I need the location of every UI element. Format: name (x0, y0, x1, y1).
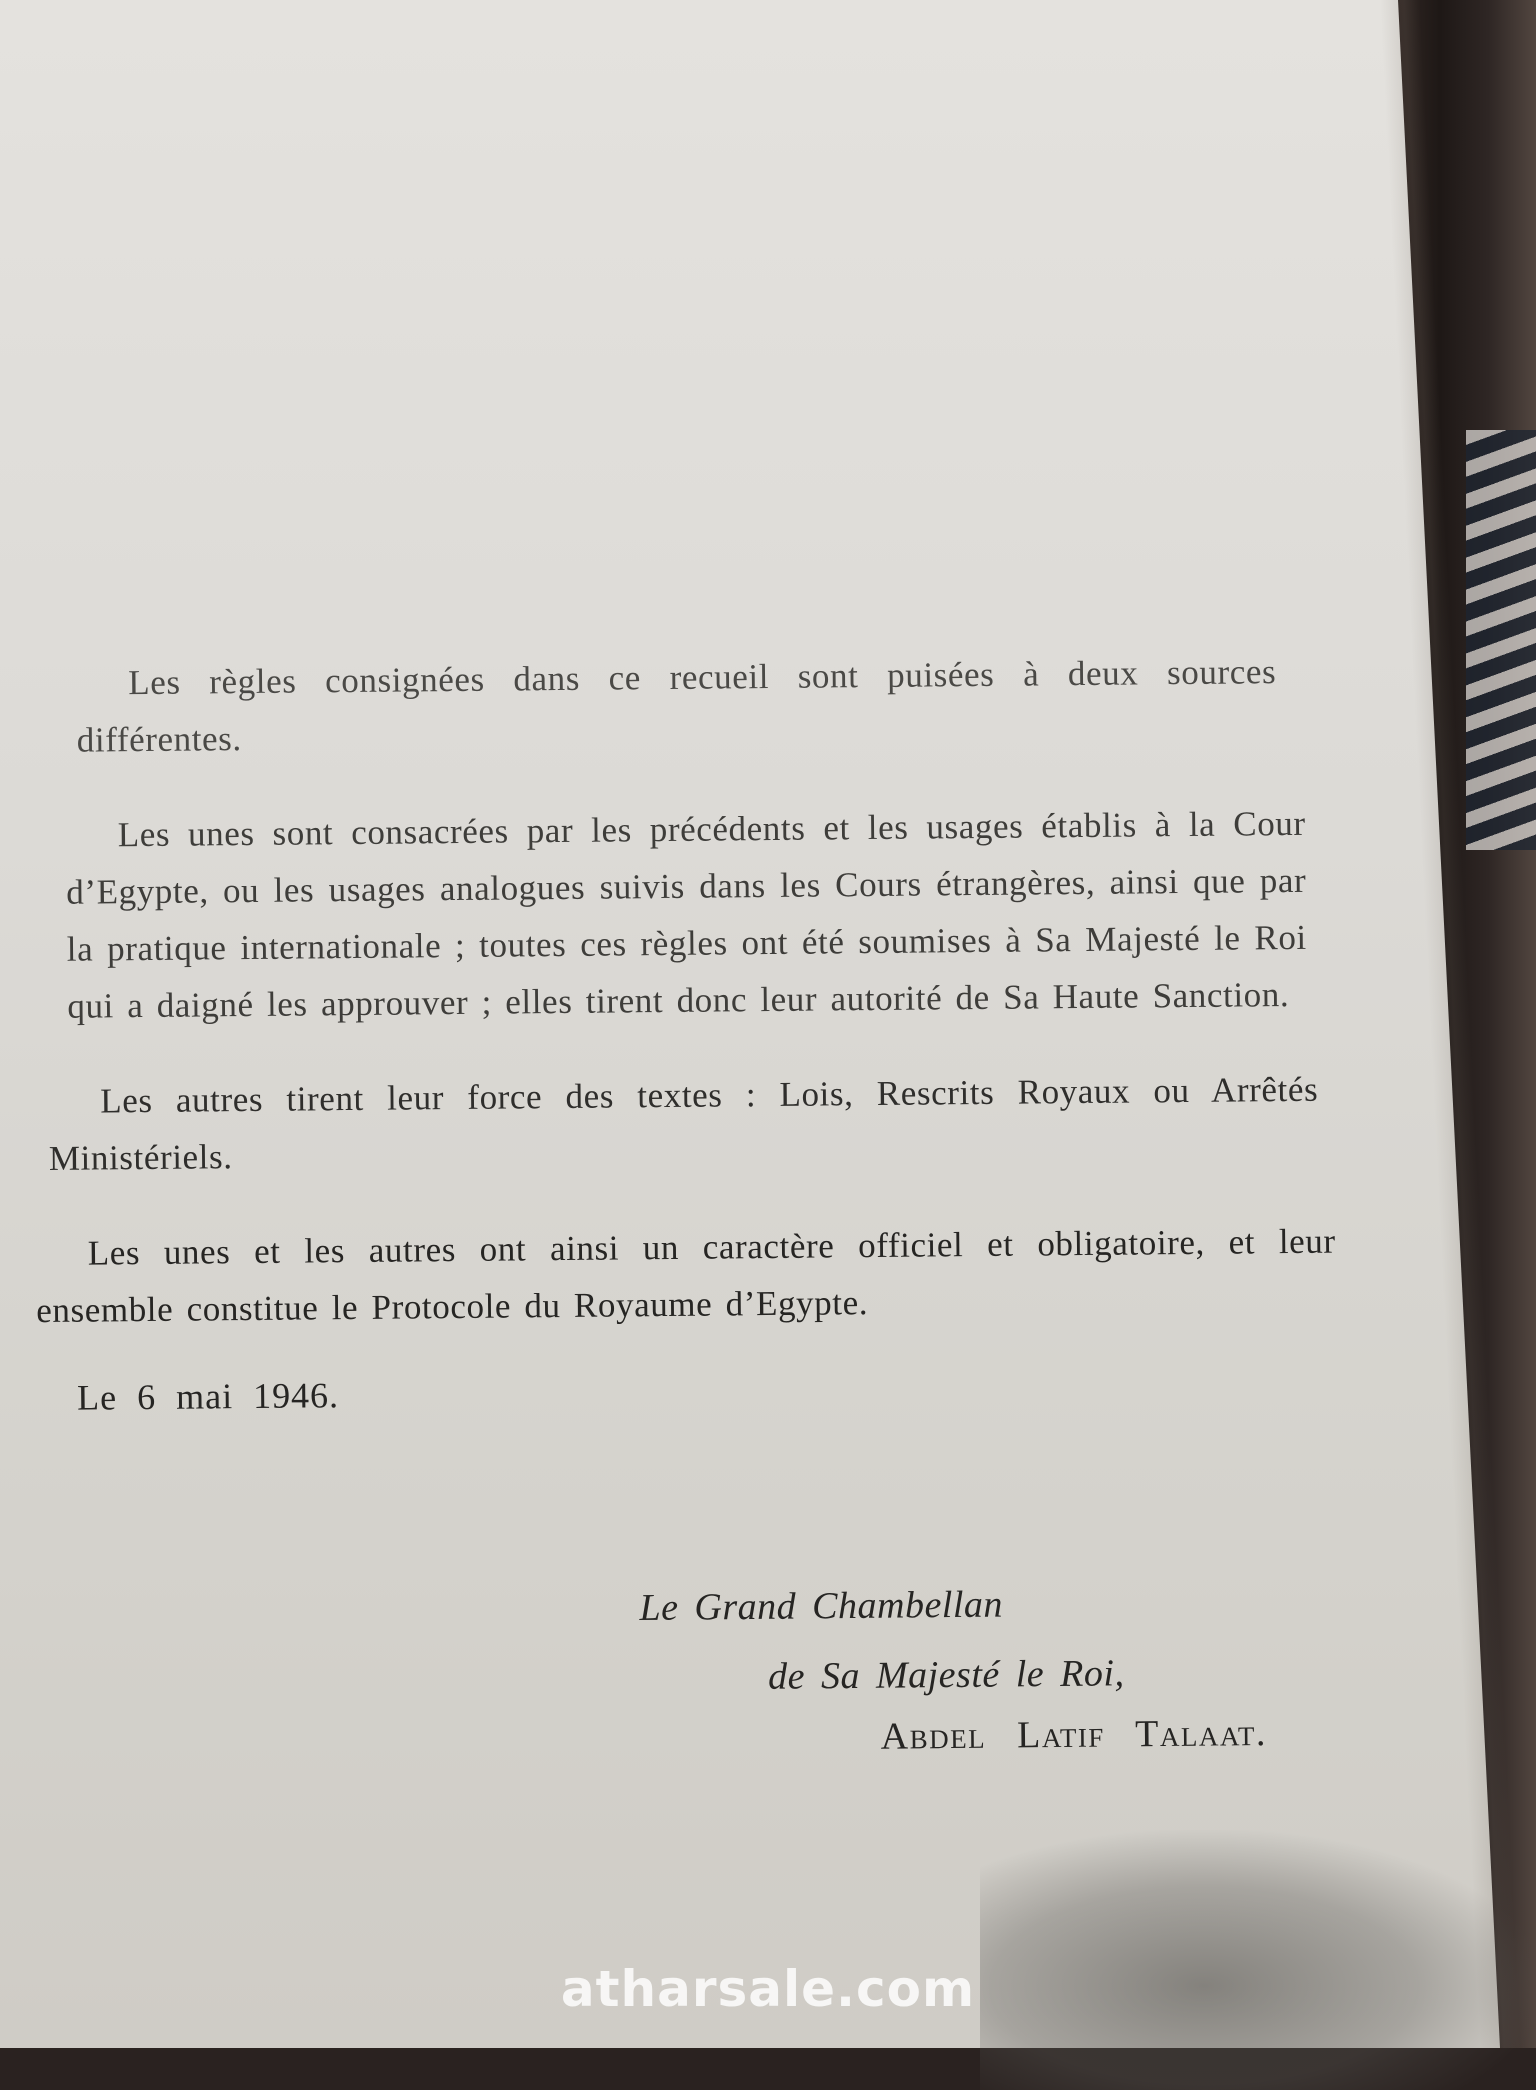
paragraph-2: Les unes sont consacrées par les précédents et les usages établis à la Cour d’Egypte, ou les usages analogues suivis dans les Cours étrangères, ainsi que par la pratique internationale ; toutes ces règles ont été soumises à Sa Majesté le Roi qui a daigné les approuver ; elles tirent donc leur autorité de Sa Haute Sanction. (66, 803, 1307, 1026)
paragraph-4: Les unes et les autres ont ainsi un caractère officiel et obligatoire, et leur ensemble constitue le Protocole du Royaume d’Egypte. (36, 1221, 1336, 1331)
body-text (36, 643, 1347, 1419)
document-date: Le 6 mai 1946. (76, 1375, 340, 1418)
signature-subtitle: de Sa Majesté le Roi, (767, 1652, 1125, 1698)
signatory-name: Abdel Latif Talaat. (880, 1711, 1268, 1758)
signature-block (639, 1567, 1267, 1761)
paragraph-1: Les règles consignées dans ce recueil sont puisées à deux sources différentes. (76, 652, 1277, 760)
signature-title: Le Grand Chambellan (639, 1583, 1004, 1630)
watermark: atharsale.com (560, 1960, 976, 2018)
paragraph-3: Les autres tirent leur force des textes : Lois, Rescrits Royaux ou Arrêtés Ministériels. (48, 1069, 1319, 1178)
background-cloth (1466, 430, 1536, 850)
